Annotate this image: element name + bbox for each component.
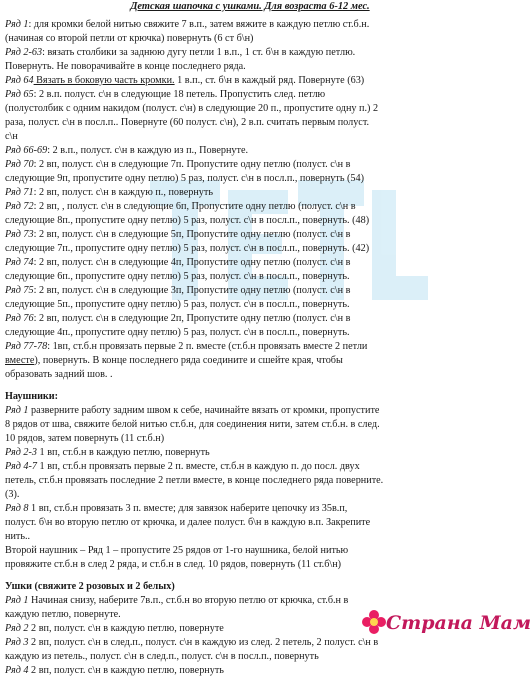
row-label: Ряд 64 (5, 75, 34, 86)
text-line (5, 60, 495, 74)
text-line (5, 418, 495, 432)
line-text: раза, полуст. с\н в посл.п.. Повернуте (60 полуст. с\н), 2 в.п. считать первым полуст. (5, 117, 370, 128)
line-text: 1 вп, ст.б.н провязать первые 2 п. вместе, ст.б.н в каждую п. до посл. двух (37, 461, 360, 472)
text-line (5, 558, 495, 572)
row-label: Ряд 1 (5, 595, 29, 606)
line-text: нить.. (5, 531, 31, 542)
row-label: Ряд 4 (5, 665, 29, 676)
line-text: : 1вп, ст.б.н провязать первые 2 п. вместе (ст.б.н провязать вместе 2 петли (47, 341, 368, 352)
row-label: Ряд 8 (5, 503, 29, 514)
line-text: : вязать столбики за заднюю дугу петли 1 в.п., 1 ст. б\н в каждую петлю. (42, 47, 356, 58)
line-text: 8 рядов от шва, свяжите белой нитью ст.б.н, для соединения нити, затем ст.б.н. в след. (5, 419, 380, 430)
instructions-text (5, 18, 495, 678)
row-label: Ряд 77-78 (5, 341, 48, 352)
text-line (5, 32, 495, 46)
row-label: Ряд 75 (5, 285, 34, 296)
line-text: 1 вп, ст.б.н провязать 3 п. вместе; для завязок наберите цепочку из 35в.п, (28, 503, 348, 514)
row-label: Ряд 76 (5, 313, 34, 324)
line-text: : 2 вп, полуст. с\н в следующие 4п, Пропустите одну петлю (полуст. с\н в (33, 257, 351, 268)
line-text: следующие 6п., пропустите одну петлю) 5 раз, полуст. с\н в посл.п., повернуть. (5, 271, 350, 282)
line-text: Начиная снизу, наберите 7в.п., ст.б.н во вторую петлю от крючка, ст.б.н в (28, 595, 349, 606)
row-label: Ряд 71 (5, 187, 34, 198)
text-line (5, 488, 495, 502)
text-line (5, 530, 495, 544)
line-text: 1 в.п., ст. б\н в каждый ряд. Повернуте (63) (174, 75, 365, 86)
line-text: Повернуть. Не поворачивайте в конце последнего ряда. (5, 61, 246, 72)
row-label: Ряд 3 (5, 637, 29, 648)
row-label: Ряд 66-69 (5, 145, 48, 156)
text-line (5, 298, 495, 312)
row-label: Ряд 73 (5, 229, 34, 240)
row-label: Ряд 74 (5, 257, 34, 268)
row-label: Ряд 2-3 (5, 447, 37, 458)
line-text: следующие 5п., пропустите одну петлю) 5 раз, полуст. с\н в посл.п., повернуть. (5, 299, 350, 310)
paragraph-gap (5, 382, 495, 390)
line-text: 2 вп, полуст. с\н в след.п., полуст. с\н в каждую из след. 2 петель, 2 полуст. с\н в (28, 637, 379, 648)
text-line (5, 158, 495, 172)
text-line (5, 664, 495, 678)
line-text: (начиная со второй петли от крючка) повернуть (6 ст б\н) (5, 33, 254, 44)
text-line (5, 340, 495, 354)
line-text: : 2 вп, , полуст. с\н в следующие 6п, Пропустите одну петлю (полуст. с\н в (33, 201, 356, 212)
row-label: Ряд 2-63 (5, 47, 43, 58)
row-label: Ряд 2 (5, 623, 29, 634)
text-line (5, 46, 495, 60)
text-line (5, 18, 495, 32)
line-text: : 2 вп, полуст. с\н в каждую п., повернуть (33, 187, 214, 198)
line-text: 1 вп, ст.б.н в каждую петлю, повернуть (37, 447, 210, 458)
text-line (5, 354, 495, 368)
text-line (5, 368, 495, 382)
line-text: : 2 в.п., полуст. с\н в каждую из п., Повернуте. (47, 145, 249, 156)
text-line (5, 460, 495, 474)
text-line (5, 228, 495, 242)
line-text: : для кромки белой нитью свяжите 7 в.п., затем вяжите в каждую петлю ст.б.н. (28, 19, 370, 30)
text-line (5, 544, 495, 558)
line-text: следующие 9п, пропустите одну петлю) 5 раз, полуст. с\н в посл.п., повернуть (54) (5, 173, 364, 184)
line-text: : 2 вп, полуст. с\н в следующие 2п, Пропустите одну петлю (полуст. с\н в (33, 313, 351, 324)
text-line (5, 432, 495, 446)
text-line (5, 172, 495, 186)
line-text: с\н (5, 131, 18, 142)
underlined-text: вместе (5, 355, 35, 366)
underlined-text: Вязать в боковую часть кромки. (33, 75, 175, 86)
line-text: (3). (5, 489, 20, 500)
line-text: провяжите ст.б.н в след 2 ряда, и ст.б.н в след. 10 рядов, повернуть (11 ст.б\н) (5, 559, 342, 570)
text-line (5, 144, 495, 158)
line-text: 10 рядов, затем повернуть (11 ст.б.н) (5, 433, 165, 444)
line-text: : 2 вп, полуст. с\н в следующие 7п. Пропустите одну петлю (полуст. с\н в (33, 159, 351, 170)
line-text: разверните работу задним швом к себе, начинайте вязать от кромки, пропустите (28, 405, 380, 416)
row-label: Ряд 4-7 (5, 461, 37, 472)
line-text: 2 вп, полуст. с\н в каждую петлю, повернуть (28, 665, 224, 676)
line-text: : 2 в.п. полуст. с\н в следующие 18 петель. Пропустить след. петлю (33, 89, 326, 100)
document-title: Детская шапочка с ушками. Для возраста 6-12 мес. (130, 1, 370, 12)
text-line (5, 88, 495, 102)
section-heading (5, 390, 495, 404)
section-heading-text: Наушники: (5, 391, 59, 402)
line-text: Второй наушник – Ряд 1 – пропустите 25 рядов от 1-го наушника, белой нитью (5, 545, 349, 556)
line-text: образовать задний шов. . (5, 369, 113, 380)
text-line (5, 446, 495, 460)
text-line (5, 404, 495, 418)
text-line (5, 102, 495, 116)
line-text: 2 вп, полуст. с\н в каждую петлю, повернуте (28, 623, 224, 634)
text-line (5, 270, 495, 284)
paragraph-gap (5, 572, 495, 580)
section-heading-text: Ушки (свяжите 2 розовых и 2 белых) (5, 581, 175, 592)
text-line (5, 130, 495, 144)
line-text: : 2 вп, полуст. с\н в следующие 5п, Пропустите одну петлю (полуст. с\н в (33, 229, 351, 240)
text-line (5, 326, 495, 340)
row-label: Ряд 1 (5, 405, 29, 416)
row-label: Ряд 70 (5, 159, 34, 170)
section-heading (5, 580, 495, 594)
line-text: следующие 8п., пропустите одну петлю) 5 раз, полуст. с\н в посл.п., повернуть. (48) (5, 215, 370, 226)
row-label: Ряд 72 (5, 201, 34, 212)
text-line (5, 242, 495, 256)
text-line (5, 650, 495, 664)
text-line (5, 186, 495, 200)
site-logo (360, 604, 531, 644)
line-text: : 2 вп, полуст. с\н в следующие 3п, Пропустите одну петлю (полуст. с\н в (33, 285, 351, 296)
text-line (5, 502, 495, 516)
text-line (5, 474, 495, 488)
text-line (5, 256, 495, 270)
row-label: Ряд 1 (5, 19, 29, 30)
line-text: полуст. б\н во вторую петлю от крючка, и далее полуст. б\н в каждую в.п. Закрепите (5, 517, 371, 528)
text-line (5, 74, 495, 88)
text-line (5, 516, 495, 530)
text-line (5, 284, 495, 298)
line-text: каждую из петель., полуст. с\н в след.п., полуст. с\н в посл.п., повернуть (5, 651, 319, 662)
text-line (5, 214, 495, 228)
text-line (5, 312, 495, 326)
flower-icon (360, 608, 388, 636)
line-text: следующие 4п., пропустите одну петлю) 5 раз, полуст. с\н в посл.п., повернуть. (5, 327, 350, 338)
text-line (5, 200, 495, 214)
line-text: петель, ст.б.н провязать последние 2 петли вместе, в конце последнего ряда поверните. (5, 475, 384, 486)
row-label: Ряд 65 (5, 89, 34, 100)
line-text: ), повернуть. В конце последнего ряда соедините и сшейте края, чтобы (34, 355, 343, 366)
line-text: (полустолбик с одним накидом (полуст. с\н) в следующие 20 п., пропустите одну п.) 2 (5, 103, 379, 114)
line-text: каждую петлю, повернуте. (5, 609, 121, 620)
line-text: следующие 7п., пропустите одну петлю) 5 раз, полуст. с\н в посл.п., повернуть. (42) (5, 243, 370, 254)
logo-text: Страна Мам (386, 612, 531, 634)
text-line (5, 116, 495, 130)
